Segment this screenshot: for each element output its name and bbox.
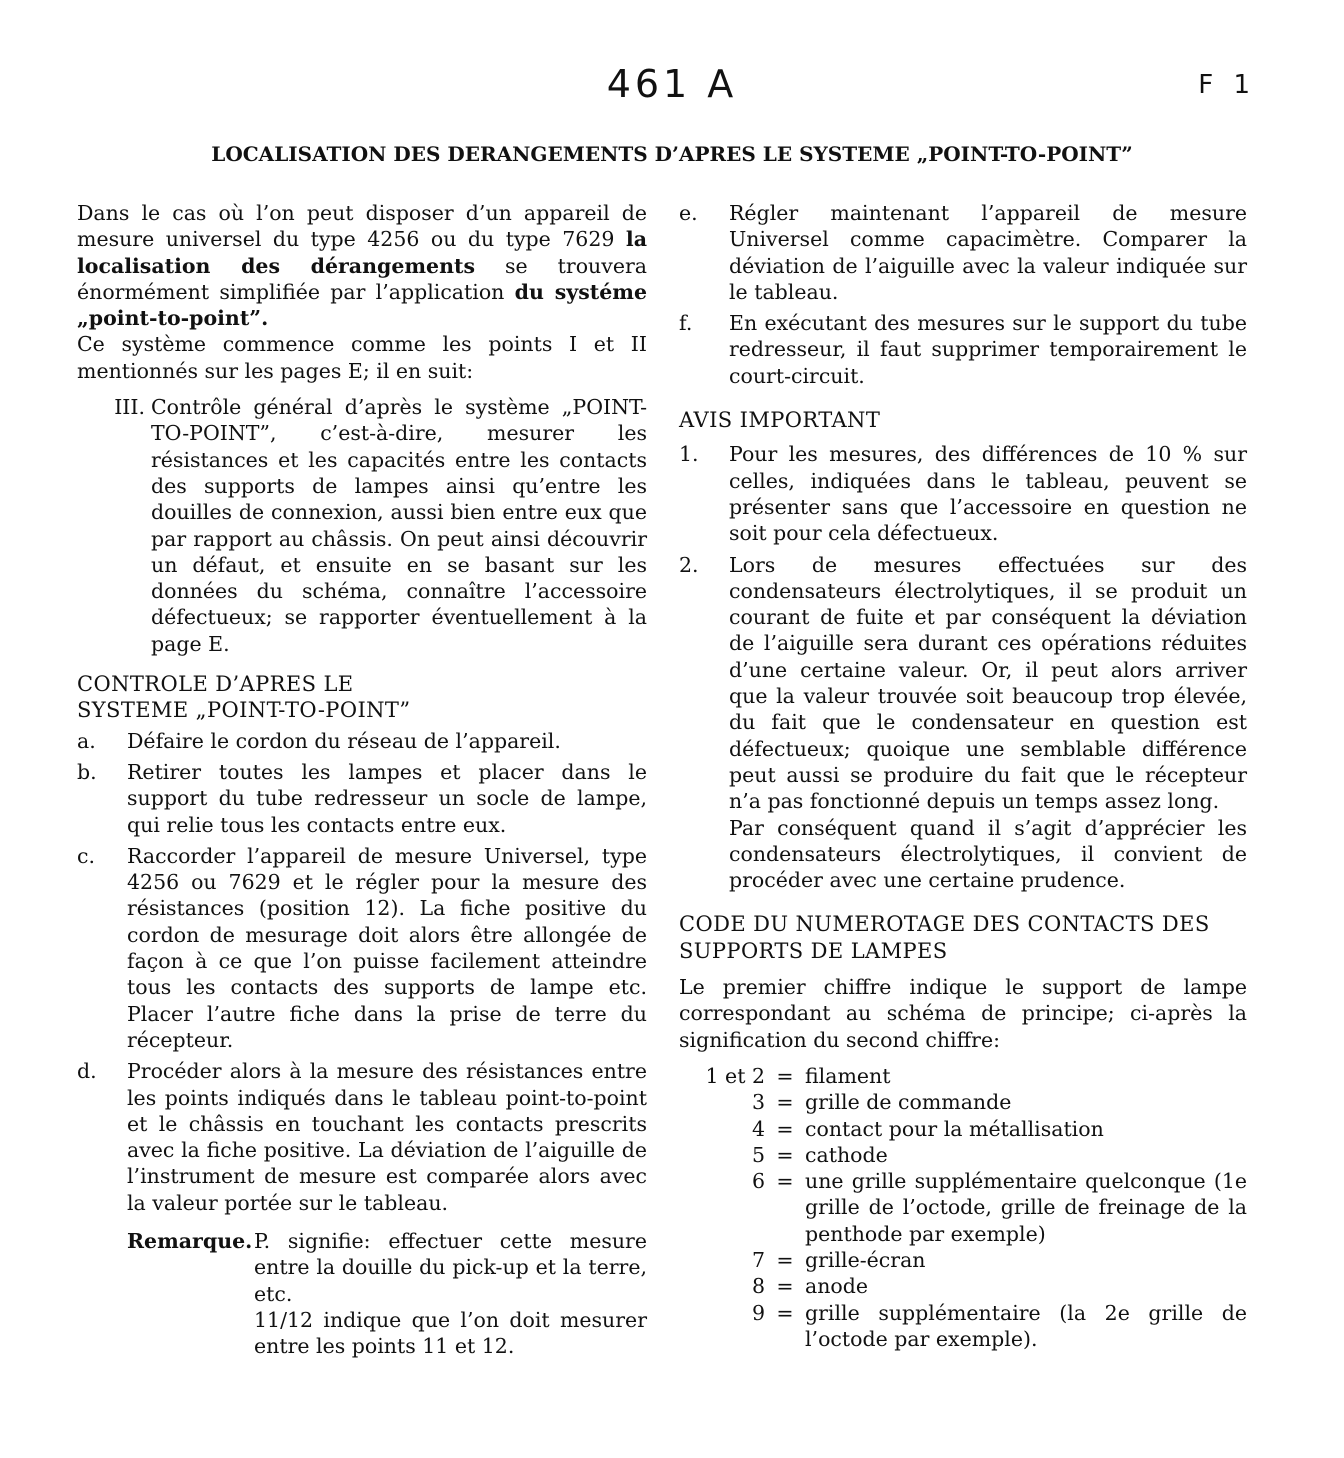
code-number: 4	[751, 1116, 765, 1141]
intro-text: se trouvera énormément simplifiée par l’application	[77, 253, 647, 304]
item-label: d.	[77, 1059, 97, 1084]
equals-sign: =	[776, 1116, 794, 1141]
intro-paragraph-2: Ce système commence comme les points I et II mentionnés sur les pages E; il en suit:	[77, 332, 647, 383]
code-row	[679, 1300, 1247, 1353]
equals-sign: =	[776, 1169, 794, 1194]
avis-heading: AVIS IMPORTANT	[679, 408, 881, 433]
list-item-iii	[77, 394, 647, 657]
controle-heading	[77, 671, 647, 724]
right-column	[679, 200, 1247, 1352]
code-number: 7	[751, 1247, 765, 1272]
code-meaning: filament	[805, 1063, 891, 1088]
remark-text-2: 11/12 indique que l’on doit mesurer entre les points 11 et 12.	[254, 1307, 647, 1359]
page-title: LOCALISATION DES DERANGEMENTS D’APRES LE SYSTEME „POINT-TO-POINT”	[211, 142, 1133, 166]
item-text: Pour les mesures, des différences de 10 % sur celles, indiquées dans le tableau, peuvent se présenter sans que l’accessoire en question ne soit pour cela défectueux.	[729, 442, 1247, 546]
steps-list-continued	[679, 200, 1247, 389]
item-text: Procéder alors à la mesure des résistances entre les points indiqués dans le tableau point-to-point et le châssis en touchant les contacts prescrits avec la fiche positive. La déviation de l’aiguille de l’instrument de mesure est comparée alors avec la valeur portée sur le tableau.	[127, 1059, 647, 1215]
list-item	[679, 441, 1247, 546]
code-meaning: anode	[805, 1274, 869, 1299]
list-item	[679, 552, 1247, 894]
code-intro: Le premier chiffre indique le support de lampe correspondant au schéma de principe; ci-après la signification du second chiffre:	[679, 975, 1247, 1052]
section-heading: CONTROLE D’APRES LE	[77, 672, 354, 697]
code-row	[679, 1247, 1247, 1273]
item-text: Retirer toutes les lampes et placer dans le support du tube redresseur un socle de lampe, qui relie tous les contacts entre eux.	[127, 759, 647, 837]
code-row	[679, 1168, 1247, 1247]
equals-sign: =	[776, 1274, 794, 1299]
remark-text	[254, 1228, 647, 1359]
code-number: 3	[751, 1090, 765, 1115]
section-heading: SYSTEME „POINT-TO-POINT”	[77, 698, 411, 723]
intro-paragraph	[77, 200, 647, 331]
list-item	[77, 843, 647, 1053]
item-text: Contrôle général d’après le système „POINT-TO-POINT”, c’est-à-dire, mesurer les résistances et les capacités entre les contacts des supports de lampes ainsi qu’entre les douilles de connexion, aussi bien entre eux que par rapport au châssis. On peut ainsi découvrir un défaut, et ensuite en se basant sur les données du schéma, connaître l’accessoire défectueux; se rapporter éventuellement à la page E.	[151, 395, 647, 656]
item-label: III.	[114, 395, 145, 420]
code-row	[679, 1273, 1247, 1299]
code-number: 6	[751, 1169, 765, 1194]
equals-sign: =	[776, 1247, 794, 1272]
equals-sign: =	[776, 1090, 794, 1115]
equals-sign: =	[776, 1300, 794, 1325]
equals-sign: =	[776, 1142, 794, 1167]
steps-list	[77, 728, 647, 1216]
item-text	[729, 552, 1247, 894]
avis-2-extra: Par conséquent quand il s’agit d’apprécier les condensateurs électrolytiques, il convient de procéder avec une certaine prudence.	[729, 815, 1247, 893]
page-number: 461 A	[606, 62, 738, 106]
code-meaning: une grille supplémentaire quelconque (1e grille de l’octode, grille de freinage de la penthode par exemple)	[805, 1169, 1247, 1246]
code-row	[679, 1116, 1247, 1142]
item-label: b.	[77, 759, 97, 784]
code-number: 5	[751, 1142, 765, 1167]
code-number: 8	[751, 1274, 765, 1299]
item-text: En exécutant des mesures sur le support du tube redresseur, il faut supprimer temporairement le court-circuit.	[729, 311, 1247, 388]
code-meaning: grille-écran	[805, 1247, 926, 1272]
code-number: 1 et 2	[705, 1063, 765, 1088]
item-label: 1.	[679, 442, 699, 467]
code-meaning: grille supplémentaire (la 2e grille de l’octode par exemple).	[805, 1300, 1247, 1351]
list-item	[77, 1058, 647, 1216]
left-column	[77, 200, 647, 1359]
list-item	[679, 200, 1247, 305]
avis-2-text: Lors de mesures effectuées sur des condensateurs électrolytiques, il se produit un courant de fuite et par conséquent la déviation de l’aiguille sera durant ces opérations réduites d’une certaine valeur. Or, il peut alors arriver que la valeur trouvée soit beaucoup trop élevée, du fait que le condensateur en question est défectueux; quoique une semblable différence peut aussi se produire du fait que le récepteur n’a pas fonctionné depuis un temps assez long.	[729, 552, 1247, 814]
code-meaning: cathode	[805, 1142, 888, 1167]
page-code: F 1	[1198, 70, 1256, 100]
code-heading: CODE DU NUMEROTAGE DES CONTACTS DES SUPPORTS DE LAMPES	[679, 912, 1210, 963]
remark	[127, 1228, 647, 1359]
item-label: e.	[679, 201, 698, 225]
item-label: c.	[77, 843, 95, 868]
remark-text-1: P. signifie: effectuer cette mesure entre la douille du pick-up et la terre, etc.	[254, 1228, 647, 1306]
item-label: f.	[679, 311, 693, 336]
list-item	[77, 759, 647, 838]
remark-label: Remarque.	[127, 1228, 253, 1253]
intro-bold-text: la localisation des dérangements	[77, 227, 647, 278]
item-text: Régler maintenant l’appareil de mesure Universel comme capacimètre. Comparer la déviation de l’aiguille avec la valeur indiquée sur le tableau.	[729, 201, 1247, 304]
item-label: a.	[77, 728, 96, 753]
intro-bold-text: du systéme „point-to-point”.	[77, 279, 647, 331]
equals-sign: =	[776, 1063, 794, 1088]
item-label: 2.	[679, 552, 699, 577]
list-item	[679, 310, 1247, 389]
list-item	[77, 728, 647, 754]
code-meaning: grille de commande	[805, 1090, 1012, 1115]
code-number: 9	[751, 1300, 765, 1325]
code-meaning: contact pour la métallisation	[805, 1116, 1104, 1141]
code-row	[679, 1063, 1247, 1089]
intro-text: Dans le cas où l’on peut disposer d’un appareil de mesure universel du type 4256 ou du type 7629	[77, 201, 647, 252]
code-row	[679, 1089, 1247, 1115]
code-row	[679, 1142, 1247, 1168]
item-text: Raccorder l’appareil de mesure Universel, type 4256 ou 7629 et le régler pour la mesure des résistances (position 12). La fiche positive du cordon de mesurage doit alors être allongée de façon à ce que l’on puisse facilement atteindre tous les contacts des supports de lampe etc. Placer l’autre fiche dans la prise de terre du récepteur.	[127, 843, 647, 1052]
code-list	[679, 1063, 1247, 1352]
avis-list	[679, 441, 1247, 893]
item-text: Défaire le cordon du réseau de l’appareil.	[127, 728, 561, 753]
